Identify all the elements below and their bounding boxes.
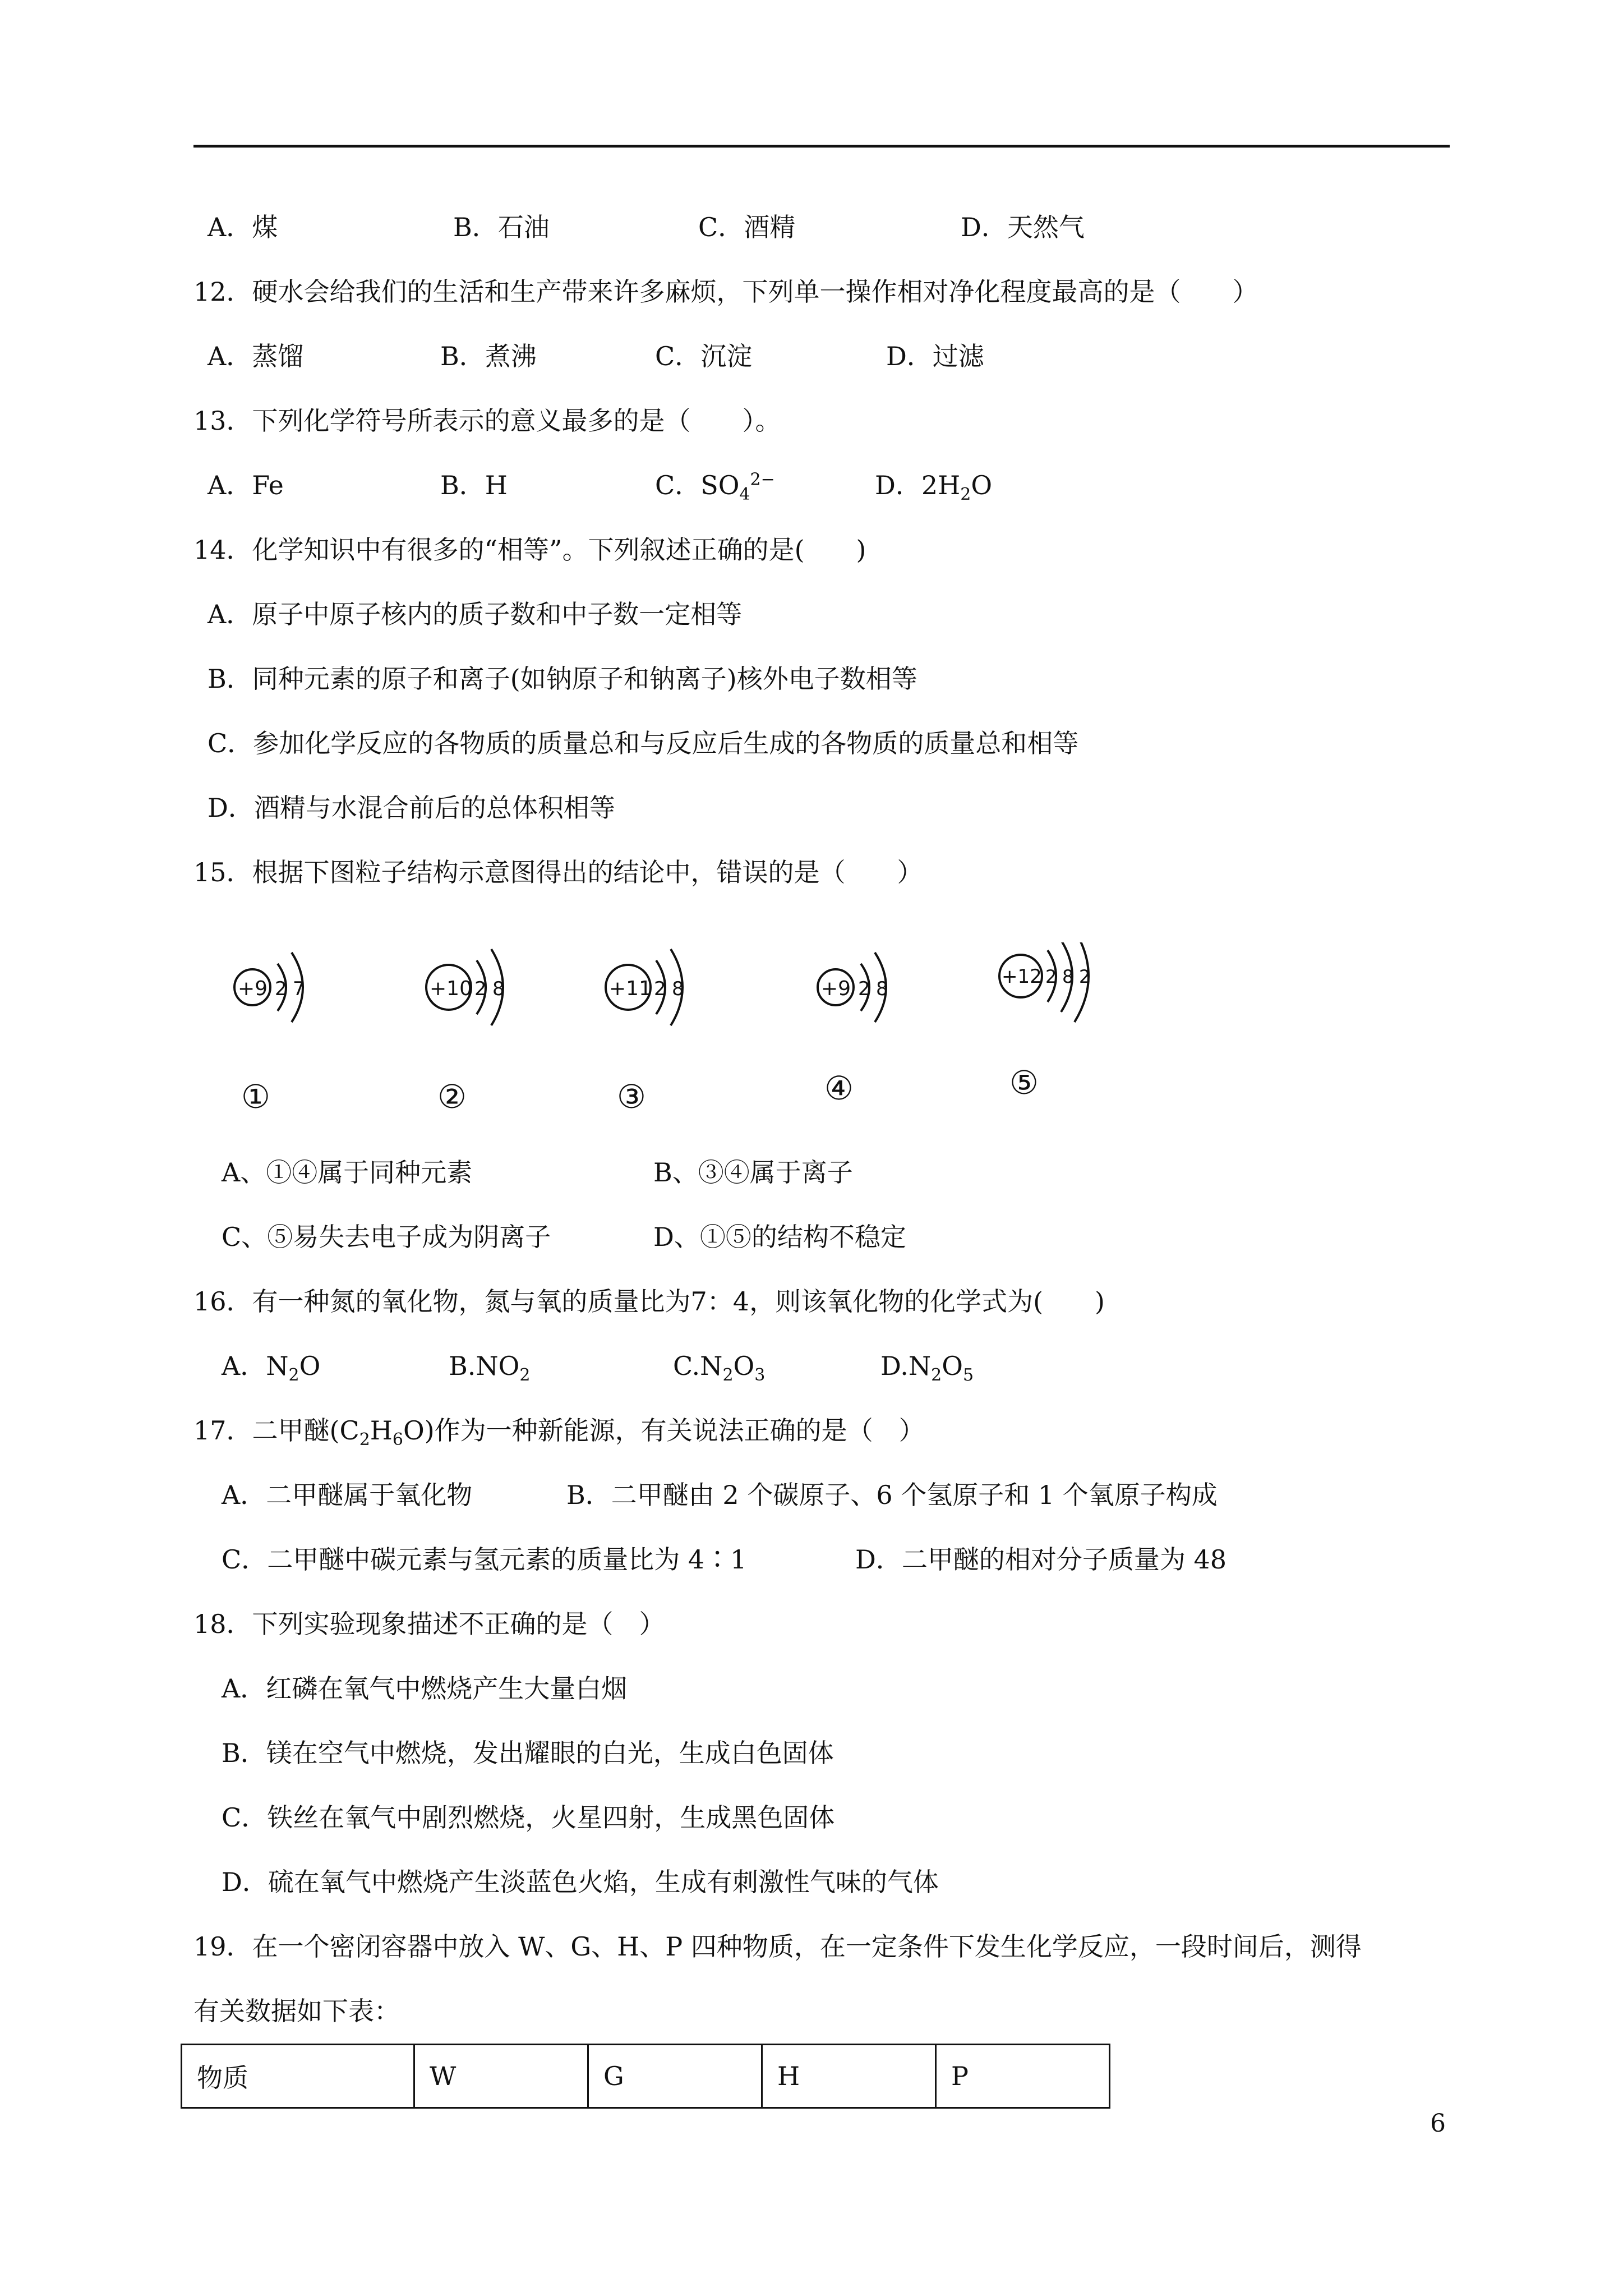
q17-option-b: B．二甲醚由 2 个碳原子、6 个氢原子和 1 个氧原子构成 <box>566 1480 1218 1510</box>
q14-stem: 14．化学知识中有很多的“相等”。下列叙述正确的是( ) <box>193 535 866 565</box>
particle-2 <box>426 949 505 1116</box>
particle-5-label: ⑤ <box>1009 1064 1039 1102</box>
particle-4-label: ④ <box>824 1069 854 1107</box>
q12-option-a: A．蒸馏 <box>208 341 304 371</box>
q12-stem: 12．硬水会给我们的生活和生产带来许多麻烦，下列单一操作相对净化程度最高的是（ ） <box>193 277 1258 307</box>
q14-option-c: C．参加化学反应的各物质的质量总和与反应后生成的各物质的质量总和相等 <box>208 728 1079 758</box>
particle-1-shell-2: 7 <box>293 978 305 1000</box>
q13-option-b: B．H <box>440 470 508 500</box>
particle-1-nucleus: +9 <box>238 977 268 1000</box>
q14-option-b: B．同种元素的原子和离子(如钠原子和钠离子)核外电子数相等 <box>208 664 917 694</box>
particle-3 <box>606 949 684 1116</box>
q14-option-a: A．原子中原子核内的质子数和中子数一定相等 <box>208 599 743 629</box>
particle-2-label: ② <box>437 1078 467 1116</box>
q15-option-c: C、⑤易失去电子成为阴离子 <box>222 1222 551 1252</box>
q16-option-a: A．$N_2O$ <box>222 1351 321 1386</box>
particle-structure-diagram <box>224 942 1144 1144</box>
particle-5 <box>999 942 1090 1102</box>
q12-option-d: D．过滤 <box>886 341 984 371</box>
q14-option-d: D．酒精与水混合前后的总体积相等 <box>208 793 615 823</box>
particle-2-nucleus: +10 <box>430 977 472 1000</box>
particle-4-shell-2: 8 <box>876 978 888 1000</box>
table-header-cell: W <box>414 2045 588 2108</box>
q15-option-d: D、①⑤的结构不稳定 <box>653 1222 906 1252</box>
q18-option-a: A．红磷在氧气中燃烧产生大量白烟 <box>222 1673 628 1704</box>
q16-option-d: $D.N_2O_5$ <box>880 1351 974 1386</box>
table-header-cell: H <box>762 2045 936 2108</box>
particle-5-shell-2: 8 <box>1062 966 1074 987</box>
q18-stem: 18．下列实验现象描述不正确的是（ ） <box>193 1609 665 1639</box>
particle-5-shell-1: 2 <box>1045 966 1057 987</box>
q17-option-c: C．二甲醚中碳元素与氢元素的质量比为 4∶1 <box>222 1544 747 1575</box>
q11-option-c: C．酒精 <box>698 212 796 242</box>
particle-4 <box>818 953 888 1107</box>
q17-option-d: D．二甲醚的相对分子质量为 48 <box>855 1544 1227 1575</box>
particle-4-nucleus: +9 <box>821 977 851 1000</box>
q18-option-b: B．镁在空气中燃烧，发出耀眼的白光，生成白色固体 <box>222 1738 834 1768</box>
table-header-cell: 物质 <box>182 2045 414 2108</box>
q17-option-a: A．二甲醚属于氧化物 <box>222 1480 473 1510</box>
particle-5-nucleus: +12 <box>1002 965 1042 988</box>
particle-4-shell-1: 2 <box>858 978 870 1000</box>
q16-stem: 16．有一种氮的氧化物，氮与氧的质量比为7：4，则该氧化物的化学式为( ) <box>193 1286 1105 1317</box>
particle-3-shell-1: 2 <box>654 978 666 1000</box>
q13-option-c: C．$SO_4^{2-}$ <box>655 470 775 505</box>
table-header-cell: P <box>936 2045 1110 2108</box>
particle-3-label: ③ <box>617 1078 646 1116</box>
particle-2-shell-1: 2 <box>474 978 487 1000</box>
q16-option-b: $B.NO_2$ <box>449 1351 531 1386</box>
q15-option-a: A、①④属于同种元素 <box>222 1157 473 1188</box>
table-row <box>182 2045 1110 2108</box>
particle-5-shell-3: 2 <box>1079 966 1091 987</box>
particle-1-label: ① <box>241 1078 270 1116</box>
q11-option-b: B．石油 <box>453 212 550 242</box>
page-number: 6 <box>1430 2109 1446 2138</box>
q13-option-d: D．$2H_2O$ <box>875 470 993 505</box>
q13-option-a: A．Fe <box>208 470 284 500</box>
q13-stem: 13．下列化学符号所表示的意义最多的是（ ）。 <box>193 406 781 436</box>
particle-1-shell-1: 2 <box>275 978 287 1000</box>
q17-stem: 17．二甲醚$(C_2H_6O)$作为一种新能源，有关说法正确的是（ ） <box>193 1415 925 1450</box>
particle-3-nucleus: +11 <box>609 977 652 1000</box>
particle-2-shell-2: 8 <box>492 978 505 1000</box>
q11-option-d: D．天然气 <box>961 212 1085 242</box>
q18-option-c: C．铁丝在氧气中剧烈燃烧，火星四射，生成黑色固体 <box>222 1802 835 1833</box>
q11-option-a: A．煤 <box>208 212 278 242</box>
table-header-cell: G <box>588 2045 762 2108</box>
q15-option-b: B、③④属于离子 <box>653 1157 853 1188</box>
header-rule <box>193 145 1450 148</box>
q19-data-table <box>181 2044 1110 2109</box>
q19-stem-line1: 19．在一个密闭容器中放入 W、G、H、P 四种物质，在一定条件下发生化学反应，一段时间后，测得 <box>193 1931 1362 1962</box>
particle-3-shell-2: 8 <box>672 978 684 1000</box>
q16-option-c: $C.N_2O_3$ <box>673 1351 766 1386</box>
q18-option-d: D．硫在氧气中燃烧产生淡蓝色火焰，生成有刺激性气味的气体 <box>222 1867 939 1897</box>
q12-option-c: C．沉淀 <box>655 341 753 371</box>
q19-stem-line2: 有关数据如下表： <box>193 1996 400 2026</box>
q12-option-b: B．煮沸 <box>440 341 537 371</box>
particle-1 <box>234 953 305 1116</box>
q15-stem: 15．根据下图粒子结构示意图得出的结论中，错误的是（ ） <box>193 857 923 887</box>
